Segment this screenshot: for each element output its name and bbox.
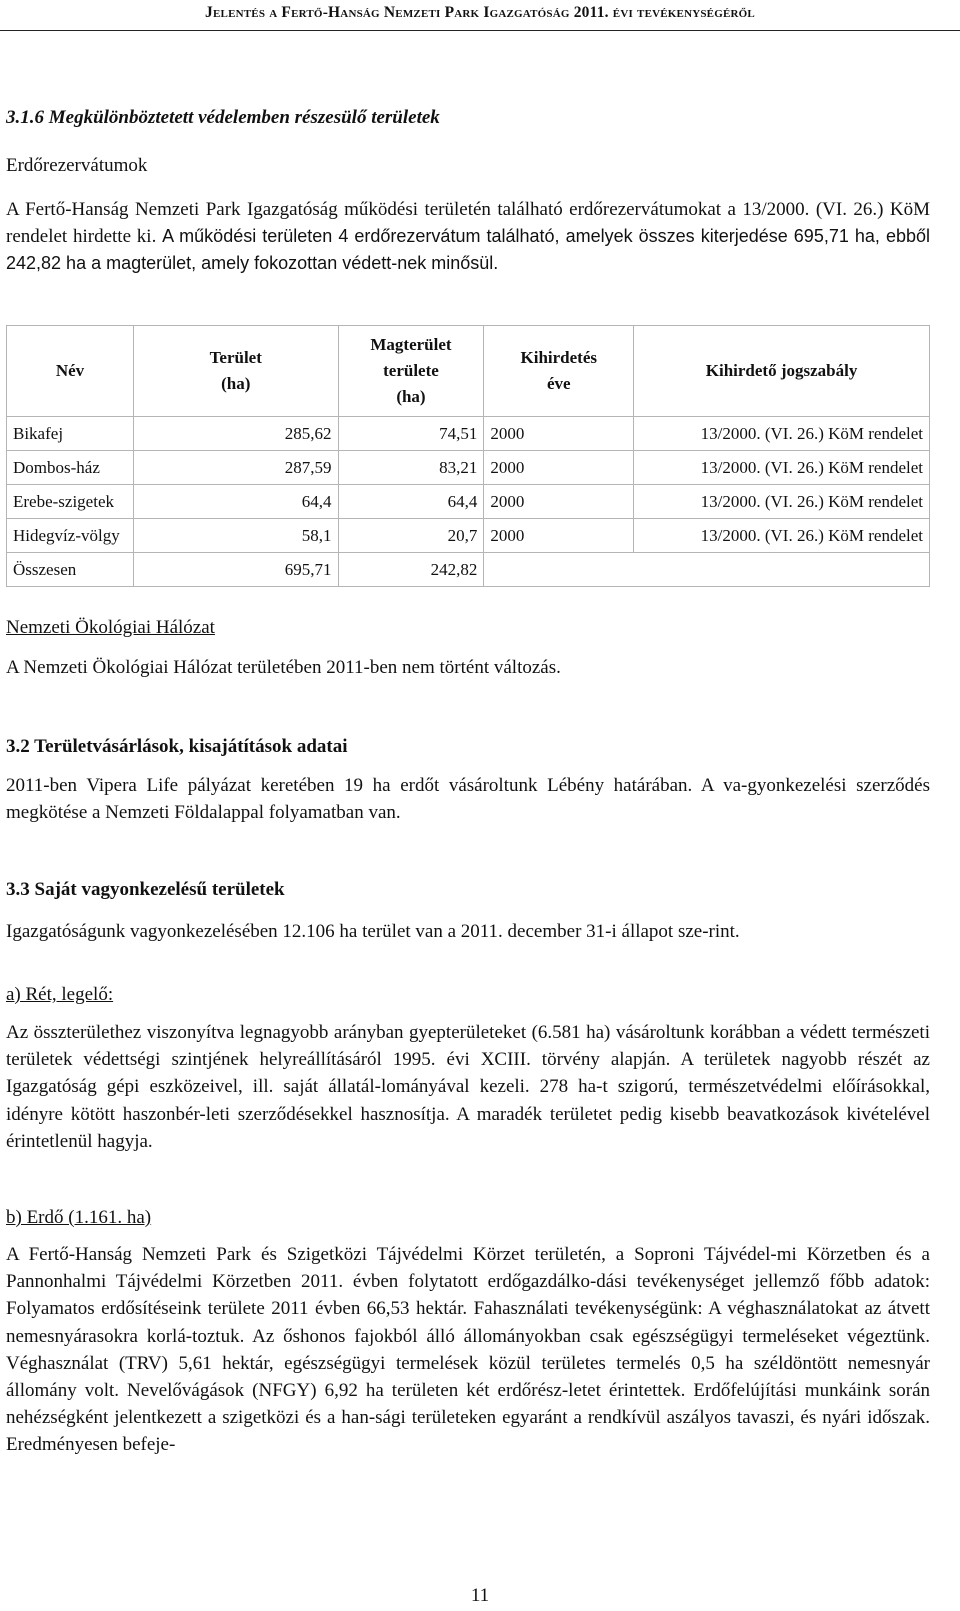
reserves-summary-text: A működési területen 4 erdőrezervátum található, amelyek összes kiterjedése 695,71 ha, ebből 242,82 ha a magterület, amely fokozottan védett-nek minősül.	[6, 226, 930, 274]
cell-name: Hidegvíz-völgy	[7, 519, 134, 553]
cell-area: 287,59	[133, 451, 338, 485]
table-header-row	[7, 326, 930, 417]
forest-reserves-subheading: Erdőrezervátumok	[6, 155, 148, 176]
eco-network-heading: Nemzeti Ökológiai Hálózat	[6, 617, 215, 638]
cell-total-area: 695,71	[133, 553, 338, 587]
cell-name: Bikafej	[7, 417, 134, 451]
section-3-3-intro: Igazgatóságunk vagyonkezelésében 12.106 ha terület van a 2011. december 31-i állapot sze-rint.	[6, 921, 740, 942]
table-row	[7, 417, 930, 451]
cell-name: Dombos-ház	[7, 451, 134, 485]
forest-heading: b) Erdő (1.161. ha)	[6, 1207, 152, 1228]
page-number: 11	[470, 1585, 490, 1606]
cell-core-area: 74,51	[338, 417, 484, 451]
section-3-1-6-title: 3.1.6 Megkülönböztetett védelemben részesülő területek	[6, 107, 440, 128]
meadow-pasture-text: Az összterülethez viszonyítva legnagyobb arányban gyepterületeket (6.581 ha) vásároltunk korábban a védett természeti területek védettségi szintjének helyreállításáról 1995. évi XCIII. törvény alapján. A területek nagyobb részét az Igazgatóság gépi eszközeivel, ill. saját állatál-lományával kezeli. 278 ha-t szigorú, természetvédelmi előírásokkal, idényre kötött haszonbér-leti szerződésekkel hasznosítja. A maradék területet pedig kisebb beavatkozások kivételével érintetlenül hagyja.	[6, 1022, 930, 1152]
cell-law: 13/2000. (VI. 26.) KöM rendelet	[634, 417, 930, 451]
table-row	[7, 519, 930, 553]
cell-law: 13/2000. (VI. 26.) KöM rendelet	[634, 451, 930, 485]
header-rule	[0, 30, 960, 31]
col-header-core-area: Magterület területe (ha)	[338, 326, 484, 417]
cell-year: 2000	[484, 485, 634, 519]
table-total-row	[7, 553, 930, 587]
forest-reserves-table	[6, 325, 930, 587]
table-row	[7, 485, 930, 519]
cell-area: 58,1	[133, 519, 338, 553]
cell-year: 2000	[484, 519, 634, 553]
col-header-law: Kihirdető jogszabály	[634, 326, 930, 417]
cell-core-area: 83,21	[338, 451, 484, 485]
section-3-2-text: 2011-ben Vipera Life pályázat keretében 19 ha erdőt vásároltunk Lébény határában. A va-gyonkezelési szerződés megkötése a Nemzeti Földalappal folyamatban van.	[6, 775, 930, 824]
forest-reserves-paragraph	[6, 196, 930, 278]
running-header: Jelentés a Fertő-Hanság Nemzeti Park Igazgatóság 2011. évi tevékenységéről	[205, 4, 755, 21]
section-3-2-title: 3.2 Területvásárlások, kisajátítások adatai	[6, 736, 348, 757]
eco-network-text: A Nemzeti Ökológiai Hálózat területében 2011-ben nem történt változás.	[6, 657, 561, 678]
cell-year: 2000	[484, 451, 634, 485]
cell-area: 64,4	[133, 485, 338, 519]
cell-total-label: Összesen	[7, 553, 134, 587]
cell-core-area: 20,7	[338, 519, 484, 553]
cell-area: 285,62	[133, 417, 338, 451]
cell-name: Erebe-szigetek	[7, 485, 134, 519]
section-3-3-title: 3.3 Saját vagyonkezelésű területek	[6, 879, 285, 900]
col-header-name: Név	[7, 326, 134, 417]
cell-core-area: 64,4	[338, 485, 484, 519]
cell-year: 2000	[484, 417, 634, 451]
col-header-area: Terület (ha)	[133, 326, 338, 417]
meadow-pasture-heading: a) Rét, legelő:	[6, 984, 114, 1005]
table-row	[7, 451, 930, 485]
cell-empty	[484, 553, 930, 587]
cell-total-core-area: 242,82	[338, 553, 484, 587]
cell-law: 13/2000. (VI. 26.) KöM rendelet	[634, 485, 930, 519]
col-header-year: Kihirdetés éve	[484, 326, 634, 417]
reserves-decree-text: A Fertő-Hanság Nemzeti Park Igazgatóság működési területén található erdőrezervátumokat a 13/2000. (VI. 26.) KöM rendelet hirdette ki.	[6, 199, 930, 248]
forest-text: A Fertő-Hanság Nemzeti Park és Szigetközi Tájvédelmi Körzet területén, a Soproni Tájvédel-mi Körzetben és a Pannonhalmi Tájvédelmi Körzetben 2011. évben folytatott erdőgazdálko-dási tevékenységet jellemző főbb adatok: Folyamatos erdősítéseink területe 2011 évben 66,53 hektár. Fahasználati tevékenységünk: A véghasználatokat az átvett nemesnyárasokra korlá-toztuk. Az őshonos fajokból álló állományokban csak egészségügyi termeléseket végeztünk. Véghasználat (TRV) 5,61 hektár, egészségügyi termelések közül területes termelés 0,5 ha széldöntött nemesnyár állomány volt. Nevelővágások (NFGY) 6,92 ha területen két erdőrész-letet érintettek. Erdőfelújítási munkáink során nehézségként jelentkezett a szigetközi és a han-sági területeken egyaránt a rendkívül aszályos tavaszi, és nyári időszak. Eredményesen befeje-	[6, 1244, 930, 1456]
cell-law: 13/2000. (VI. 26.) KöM rendelet	[634, 519, 930, 553]
